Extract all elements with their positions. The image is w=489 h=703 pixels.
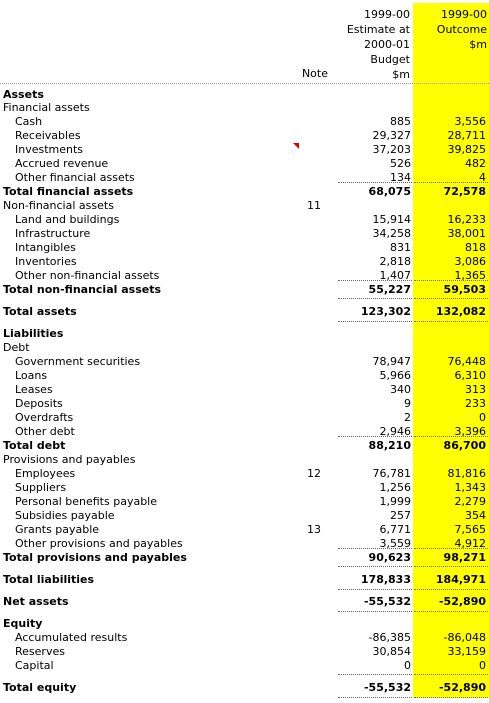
outcome-cell[interactable]: -86,048 bbox=[443, 631, 486, 644]
outcome-cell[interactable]: 38,001 bbox=[447, 227, 486, 240]
row-divider bbox=[338, 674, 412, 675]
row-divider bbox=[338, 436, 412, 437]
outcome-cell[interactable]: 313 bbox=[465, 383, 486, 396]
note-cell[interactable]: 13 bbox=[307, 523, 321, 536]
row-label[interactable]: Receivables bbox=[15, 129, 81, 142]
table-row[interactable] bbox=[0, 659, 489, 673]
row-label[interactable]: Assets bbox=[3, 88, 44, 101]
row-label[interactable]: Financial assets bbox=[3, 101, 90, 114]
table-row[interactable] bbox=[0, 523, 489, 537]
estimate-cell[interactable]: 29,327 bbox=[372, 129, 411, 142]
row-label[interactable]: Other debt bbox=[15, 425, 75, 438]
row-label[interactable]: Total non-financial assets bbox=[3, 283, 162, 296]
row-label[interactable]: Total assets bbox=[3, 305, 77, 318]
row-divider bbox=[414, 566, 488, 567]
estimate-cell[interactable]: -55,532 bbox=[363, 681, 411, 694]
row-label[interactable]: Government securities bbox=[15, 355, 141, 368]
estimate-cell[interactable]: 2 bbox=[404, 411, 411, 424]
outcome-cell[interactable]: 98,271 bbox=[443, 551, 486, 564]
table-row[interactable] bbox=[0, 509, 489, 523]
row-divider bbox=[414, 182, 488, 183]
row-label[interactable]: Overdrafts bbox=[15, 411, 74, 424]
table-row[interactable] bbox=[0, 481, 489, 495]
table-row[interactable] bbox=[0, 88, 489, 102]
row-label[interactable]: Total provisions and payables bbox=[3, 551, 187, 564]
estimate-cell[interactable]: 885 bbox=[390, 115, 411, 128]
estimate-cell[interactable]: 831 bbox=[390, 241, 411, 254]
row-label[interactable]: Leases bbox=[15, 383, 53, 396]
estimate-cell[interactable]: 257 bbox=[390, 509, 411, 522]
row-divider bbox=[338, 697, 412, 698]
outcome-cell[interactable]: 2,279 bbox=[454, 495, 486, 508]
table-row[interactable] bbox=[0, 617, 489, 631]
row-label[interactable]: Liabilities bbox=[3, 327, 64, 340]
table-row[interactable] bbox=[0, 227, 489, 241]
table-row[interactable] bbox=[0, 157, 489, 171]
row-label[interactable]: Infrastructure bbox=[15, 227, 91, 240]
outcome-cell[interactable]: 818 bbox=[465, 241, 486, 254]
outcome-cell[interactable]: 59,503 bbox=[443, 283, 486, 296]
estimate-cell[interactable]: 178,833 bbox=[360, 573, 411, 586]
table-row[interactable] bbox=[0, 383, 489, 397]
table-row[interactable] bbox=[0, 595, 489, 609]
estimate-cell[interactable]: 68,075 bbox=[368, 185, 411, 198]
row-label[interactable]: Investments bbox=[15, 143, 84, 156]
outcome-cell[interactable]: 76,448 bbox=[447, 355, 486, 368]
estimate-cell[interactable]: 134 bbox=[390, 171, 411, 184]
outcome-cell[interactable]: 28,711 bbox=[447, 129, 486, 142]
outcome-cell[interactable]: 7,565 bbox=[454, 523, 486, 536]
estimate-cell[interactable]: 30,854 bbox=[372, 645, 411, 658]
note-column-header[interactable]: Note bbox=[301, 67, 328, 80]
table-row[interactable] bbox=[0, 341, 489, 355]
row-label[interactable]: Subsidies payable bbox=[15, 509, 115, 522]
estimate-column-header[interactable]: 1999-00 Estimate at 2000-01 Budget $m bbox=[346, 8, 410, 81]
estimate-cell[interactable]: -86,385 bbox=[368, 631, 411, 644]
table-row[interactable] bbox=[0, 453, 489, 467]
row-label[interactable]: Other financial assets bbox=[15, 171, 135, 184]
table-row[interactable] bbox=[0, 185, 489, 199]
outcome-cell[interactable]: 6,310 bbox=[454, 369, 486, 382]
row-divider bbox=[414, 697, 488, 698]
table-row[interactable] bbox=[0, 283, 489, 297]
table-row[interactable] bbox=[0, 411, 489, 425]
estimate-cell[interactable]: 2,818 bbox=[379, 255, 411, 268]
row-label[interactable]: Inventories bbox=[15, 255, 77, 268]
estimate-cell[interactable]: 76,781 bbox=[372, 467, 411, 480]
table-row[interactable] bbox=[0, 355, 489, 369]
row-label[interactable]: Deposits bbox=[15, 397, 63, 410]
table-row[interactable] bbox=[0, 327, 489, 341]
row-label[interactable]: Other non-financial assets bbox=[15, 269, 160, 282]
row-label[interactable]: Total equity bbox=[3, 681, 77, 694]
estimate-cell[interactable]: 6,771 bbox=[379, 523, 411, 536]
table-row[interactable] bbox=[0, 101, 489, 115]
outcome-cell[interactable]: 1,343 bbox=[454, 481, 486, 494]
row-divider bbox=[414, 298, 488, 299]
table-row[interactable] bbox=[0, 439, 489, 453]
row-divider bbox=[414, 548, 488, 549]
outcome-cell[interactable]: 3,556 bbox=[454, 115, 486, 128]
note-cell[interactable]: 11 bbox=[307, 199, 321, 212]
row-divider bbox=[414, 280, 488, 281]
table-row[interactable] bbox=[0, 129, 489, 143]
row-divider bbox=[338, 611, 412, 612]
outcome-cell[interactable]: 81,816 bbox=[447, 467, 486, 480]
estimate-cell[interactable]: 123,302 bbox=[360, 305, 411, 318]
estimate-cell[interactable]: 9 bbox=[404, 397, 411, 410]
table-row[interactable] bbox=[0, 631, 489, 645]
estimate-cell[interactable]: 15,914 bbox=[372, 213, 411, 226]
outcome-column-header[interactable]: 1999-00 Outcome $m bbox=[436, 8, 487, 51]
row-label[interactable]: Net assets bbox=[3, 595, 69, 608]
row-label[interactable]: Total financial assets bbox=[3, 185, 134, 198]
estimate-cell[interactable]: 526 bbox=[390, 157, 411, 170]
row-label[interactable]: Equity bbox=[3, 617, 43, 630]
estimate-cell[interactable]: 1,999 bbox=[379, 495, 411, 508]
estimate-cell[interactable]: 5,966 bbox=[379, 369, 411, 382]
estimate-cell[interactable]: 37,203 bbox=[372, 143, 411, 156]
row-label[interactable]: Provisions and payables bbox=[3, 453, 136, 466]
row-label[interactable]: Accumulated results bbox=[15, 631, 128, 644]
table-row[interactable] bbox=[0, 369, 489, 383]
row-label[interactable]: Suppliers bbox=[15, 481, 67, 494]
table-row[interactable] bbox=[0, 573, 489, 587]
table-row[interactable] bbox=[0, 305, 489, 319]
row-label[interactable]: Total debt bbox=[3, 439, 66, 452]
estimate-cell[interactable]: -55,532 bbox=[363, 595, 411, 608]
estimate-cell[interactable]: 1,407 bbox=[379, 269, 411, 282]
estimate-cell[interactable]: 78,947 bbox=[372, 355, 411, 368]
outcome-cell[interactable]: 184,971 bbox=[435, 573, 486, 586]
outcome-cell[interactable]: -52,890 bbox=[438, 681, 486, 694]
table-row[interactable] bbox=[0, 213, 489, 227]
table-row[interactable] bbox=[0, 495, 489, 509]
row-label[interactable]: Cash bbox=[15, 115, 43, 128]
outcome-cell[interactable]: 86,700 bbox=[443, 439, 486, 452]
table-row[interactable] bbox=[0, 241, 489, 255]
table-row[interactable] bbox=[0, 143, 489, 157]
row-divider bbox=[414, 589, 488, 590]
row-divider bbox=[338, 280, 412, 281]
table-row[interactable] bbox=[0, 255, 489, 269]
outcome-cell[interactable]: 482 bbox=[465, 157, 486, 170]
outcome-cell[interactable]: 1,365 bbox=[454, 269, 486, 282]
row-divider bbox=[338, 566, 412, 567]
outcome-cell[interactable]: 16,233 bbox=[447, 213, 486, 226]
row-label[interactable]: Debt bbox=[3, 341, 30, 354]
row-divider bbox=[338, 298, 412, 299]
outcome-cell[interactable]: -52,890 bbox=[438, 595, 486, 608]
row-label[interactable]: Other provisions and payables bbox=[15, 537, 183, 550]
row-label[interactable]: Grants payable bbox=[15, 523, 100, 536]
estimate-cell[interactable]: 3,559 bbox=[379, 537, 411, 550]
estimate-cell[interactable]: 88,210 bbox=[368, 439, 411, 452]
outcome-cell[interactable]: 4,912 bbox=[454, 537, 486, 550]
table-row[interactable] bbox=[0, 551, 489, 565]
note-cell[interactable]: 12 bbox=[307, 467, 321, 480]
row-label[interactable]: Personal benefits payable bbox=[15, 495, 157, 508]
estimate-cell[interactable]: 1,256 bbox=[379, 481, 411, 494]
row-label[interactable]: Total liabilities bbox=[3, 573, 95, 586]
table-row[interactable] bbox=[0, 681, 489, 695]
row-label[interactable]: Employees bbox=[15, 467, 76, 480]
outcome-cell[interactable]: 354 bbox=[465, 509, 486, 522]
estimate-cell[interactable]: 55,227 bbox=[368, 283, 411, 296]
table-row[interactable] bbox=[0, 397, 489, 411]
estimate-cell[interactable]: 340 bbox=[390, 383, 411, 396]
row-label[interactable]: Loans bbox=[15, 369, 48, 382]
row-label[interactable]: Capital bbox=[15, 659, 54, 672]
row-divider bbox=[338, 548, 412, 549]
row-label[interactable]: Non-financial assets bbox=[3, 199, 114, 212]
outcome-cell[interactable]: 39,825 bbox=[447, 143, 486, 156]
outcome-cell[interactable]: 3,086 bbox=[454, 255, 486, 268]
row-divider bbox=[338, 589, 412, 590]
outcome-cell[interactable]: 233 bbox=[465, 397, 486, 410]
outcome-cell[interactable]: 33,159 bbox=[447, 645, 486, 658]
outcome-cell[interactable]: 3,396 bbox=[454, 425, 486, 438]
row-divider bbox=[414, 321, 488, 322]
row-label[interactable]: Land and buildings bbox=[15, 213, 120, 226]
outcome-cell[interactable]: 4 bbox=[479, 171, 486, 184]
estimate-cell[interactable]: 2,946 bbox=[379, 425, 411, 438]
estimate-cell[interactable]: 34,258 bbox=[372, 227, 411, 240]
row-divider bbox=[414, 436, 488, 437]
estimate-cell[interactable]: 0 bbox=[404, 659, 411, 672]
row-divider bbox=[414, 674, 488, 675]
table-row[interactable] bbox=[0, 467, 489, 481]
table-row[interactable] bbox=[0, 645, 489, 659]
outcome-cell[interactable]: 132,082 bbox=[435, 305, 486, 318]
row-divider bbox=[338, 321, 412, 322]
table-row[interactable] bbox=[0, 115, 489, 129]
row-label[interactable]: Reserves bbox=[15, 645, 65, 658]
row-divider bbox=[338, 182, 412, 183]
outcome-cell[interactable]: 72,578 bbox=[443, 185, 486, 198]
estimate-cell[interactable]: 90,623 bbox=[368, 551, 411, 564]
row-label[interactable]: Accrued revenue bbox=[15, 157, 109, 170]
row-divider bbox=[414, 611, 488, 612]
row-label[interactable]: Intangibles bbox=[15, 241, 76, 254]
outcome-cell[interactable]: 0 bbox=[479, 659, 486, 672]
table-row[interactable] bbox=[0, 199, 489, 213]
row-divider bbox=[0, 83, 489, 84]
outcome-cell[interactable]: 0 bbox=[479, 411, 486, 424]
